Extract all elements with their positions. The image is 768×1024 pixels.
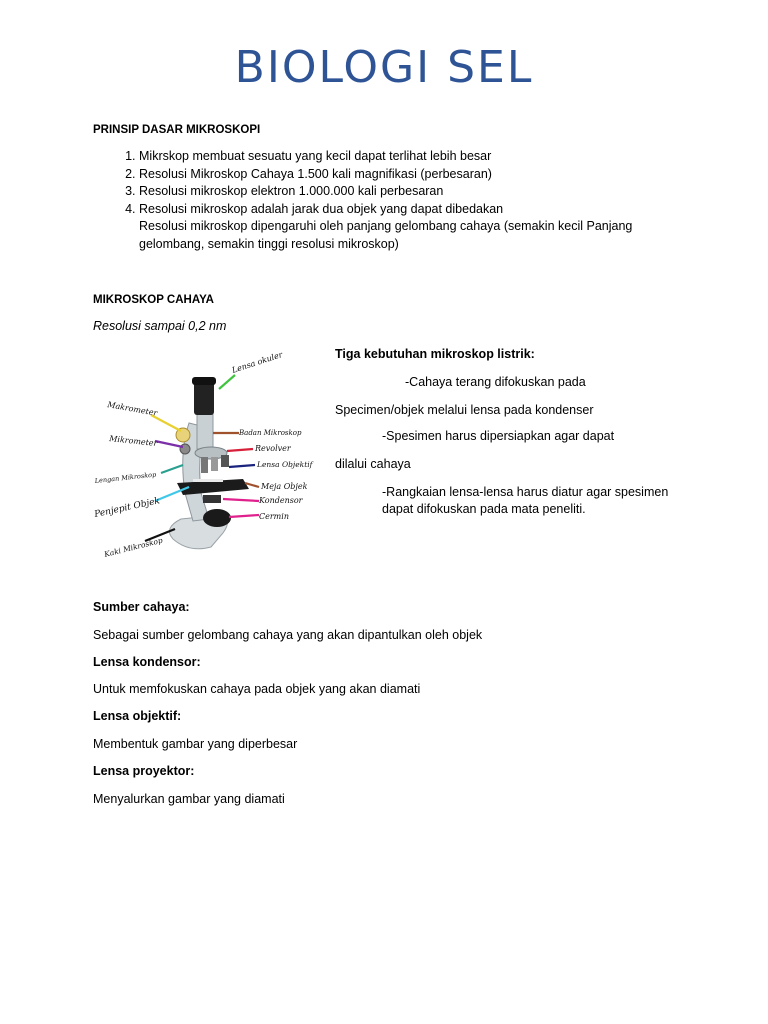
objective-lens (211, 457, 218, 471)
list-continuation-line: gelombang, semakin tinggi resolusi mikroskop) (139, 237, 399, 251)
label-badan: Badan Mikroskop (239, 429, 302, 437)
label-kondensor: Kondensor (259, 496, 303, 505)
eyepiece (194, 381, 214, 415)
list-item: 2. Resolusi Mikroskop Cahaya 1.500 kali magnifikasi (perbesaran) (139, 166, 699, 184)
label-lengan: Lengan Mikroskop (94, 470, 157, 485)
list-item: 3. Resolusi mikroskop elektron 1.000.000 kali perbesaran (139, 183, 699, 201)
label-lensa-okuler: Lensa okuler (230, 350, 284, 375)
definition-term: Lensa objektif: (93, 709, 182, 723)
definition-desc: Menyalurkan gambar yang diamati (93, 792, 285, 806)
list-item: 4. Resolusi mikroskop adalah jarak dua objek yang dapat dibedakan (139, 201, 699, 219)
arrow-revolver (227, 449, 253, 451)
microscope-illustration (93, 343, 325, 583)
definition-desc: Sebagai sumber gelombang cahaya yang akan dipantulkan oleh objek (93, 628, 483, 642)
list-item: 1. Mikrskop membuat sesuatu yang kecil dapat terlihat lebih besar (139, 148, 699, 166)
arrow-lengan (161, 465, 183, 473)
arrow-lensa-okuler (219, 375, 235, 389)
need-text: -Rangkaian lensa-lensa harus diatur agar spesimen (382, 485, 669, 499)
label-revolver: Revolver (255, 444, 291, 453)
need-text: Specimen/objek melalui lensa pada kondenser (335, 403, 594, 417)
page-title: BIOLOGI SEL (234, 42, 534, 93)
label-lensa-objektif: Lensa Objektif (257, 460, 313, 469)
objective-lens (201, 457, 208, 473)
needs-heading: Tiga kebutuhan mikroskop listrik: (335, 347, 535, 361)
list-continuation-line: Resolusi mikroskop dipengaruhi oleh panjang gelombang cahaya (semakin kecil Panjang (139, 219, 633, 233)
need-text: dapat difokuskan pada mata peneliti. (382, 502, 586, 516)
need-text: dilalui cahaya (335, 457, 411, 471)
slide (193, 479, 223, 482)
section-heading-prinsip: PRINSIP DASAR MIKROSKOPI (93, 124, 261, 136)
need-text: -Cahaya terang difokuskan pada (405, 375, 586, 389)
arrow-lensa-objektif (229, 465, 255, 467)
label-mikrometer: Mikrometer (108, 434, 158, 449)
arrow-kondensor (223, 499, 259, 501)
arrow-cermin (229, 515, 259, 517)
condenser (203, 495, 221, 503)
resolution-subtitle: Resolusi sampai 0,2 nm (93, 319, 227, 333)
definition-desc: Untuk memfokuskan cahaya pada objek yang akan diamati (93, 682, 421, 696)
label-cermin: Cermin (259, 512, 289, 521)
eyepiece-top (192, 377, 216, 385)
fine-knob (180, 444, 190, 454)
arrow-mikrometer (155, 441, 183, 447)
label-kaki: Kaki Mikroskop (103, 535, 164, 559)
microscope-tube (197, 413, 213, 449)
definition-desc: Membentuk gambar yang diperbesar (93, 737, 298, 751)
definition-term: Lensa proyektor: (93, 764, 195, 778)
definition-term: Sumber cahaya: (93, 600, 190, 614)
need-text: -Spesimen harus dipersiapkan agar dapat (382, 429, 615, 443)
microscope-figure (93, 343, 325, 583)
definition-term: Lensa kondensor: (93, 655, 201, 669)
principles-list (93, 148, 699, 218)
section-heading-mikroskop: MIKROSKOP CAHAYA (93, 294, 214, 306)
label-meja: Meja Objek (261, 482, 308, 491)
label-makrometer: Makrometer (106, 400, 158, 418)
objective-lens (221, 455, 229, 467)
mirror (203, 509, 231, 527)
label-penjepit: Penjepit Objek (93, 496, 161, 520)
